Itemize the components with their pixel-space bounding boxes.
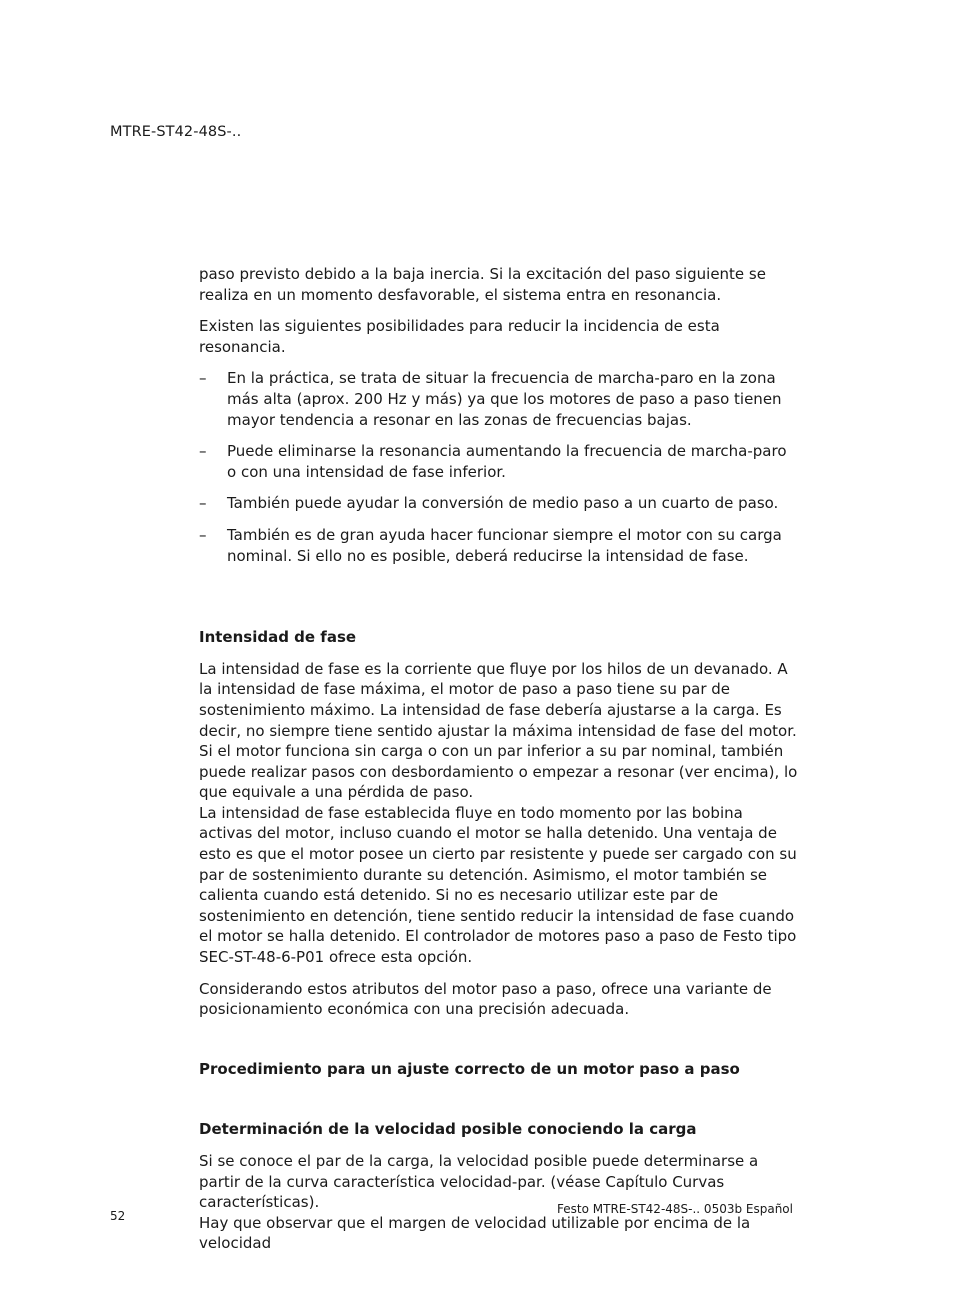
- section-heading-speed: Determinación de la velocidad posible conociendo la carga: [199, 1120, 697, 1139]
- footer-doc-info: Festo MTRE-ST42-48S-.. 0503b Español: [557, 1202, 793, 1216]
- list-item: – También puede ayudar la conversión de medio paso a un cuarto de paso.: [199, 494, 779, 513]
- page-body: [199, 264, 799, 1254]
- paragraph: Considerando estos atributos del motor paso a paso, ofrece una variante de posicionamiento económica con una precisión adecuada.: [199, 979, 772, 1019]
- section-heading-phase: Intensidad de fase: [199, 628, 357, 647]
- dash-marker: –: [199, 525, 207, 544]
- paragraph: Hay que observar que el margen de velocidad utilizable por encima de la velocidad: [199, 1213, 751, 1253]
- section-heading-procedure: Procedimiento para un ajuste correcto de un motor paso a paso: [199, 1059, 740, 1078]
- list-item: – Puede eliminarse la resonancia aumentando la frecuencia de marcha-paro o con una intensidad de fase inferior.: [199, 442, 787, 481]
- paragraph: La intensidad de fase establecida fluye en todo momento por las bobina activas del motor, incluso cuando el motor se halla detenido. Una ventaja de esto es que el motor posee un cierto par resistente y puede ser cargado con su par de sostenimiento durante su detención. Asimismo, el motor también se calienta cuando está detenido. Si no es necesario utilizar este par de sostenimiento en detención, tiene sentido reducir la intensidad de fase cuando el motor se halla detenido. El controlador de motores paso a paso de Festo tipo SEC-ST-48-6-P01 ofrece esta opción.: [199, 803, 797, 967]
- running-header: MTRE-ST42-48S-..: [110, 124, 242, 140]
- dash-marker: –: [199, 369, 207, 388]
- list-item: – También es de gran ayuda hacer funcionar siempre el motor con su carga nominal. Si ello no es posible, deberá reducirse la intensidad de fase.: [199, 525, 782, 565]
- dash-marker: –: [199, 494, 207, 513]
- paragraph: paso previsto debido a la baja inercia. Si la excitación del paso siguiente se realiza en un momento desfavorable, el sistema entra en resonancia.: [199, 265, 766, 304]
- page-number: 52: [110, 1209, 126, 1223]
- paragraph: Si se conoce el par de la carga, la velocidad posible puede determinarse a partir de la curva característica velocidad-par. (véase Capítulo Curvas características).: [199, 1152, 759, 1212]
- paragraph: Existen las siguientes posibilidades para reducir la incidencia de esta resonancia.: [199, 317, 720, 356]
- list-item: – En la práctica, se trata de situar la frecuencia de marcha-paro en la zona más alta (aprox. 200 Hz y más) ya que los motores de paso a paso tienen mayor tendencia a resonar en las zonas de frecuencias bajas.: [199, 369, 782, 429]
- bullet-list: [199, 368, 799, 566]
- dash-marker: –: [199, 442, 207, 461]
- paragraph: La intensidad de fase es la corriente que fluye por los hilos de un devanado. A la intensidad de fase máxima, el motor de paso a paso tiene su par de sostenimiento máximo. La intensidad de fase debería ajustarse a la carga. Es decir, no siempre tiene sentido ajustar la máxima intensidad de fase del motor. Si el motor funciona sin carga o con un par inferior a su par nominal, también puede realizar pasos con desbordamiento o empezar a resonar (ver encima), lo que equivale a una pérdida de paso.: [199, 659, 798, 802]
